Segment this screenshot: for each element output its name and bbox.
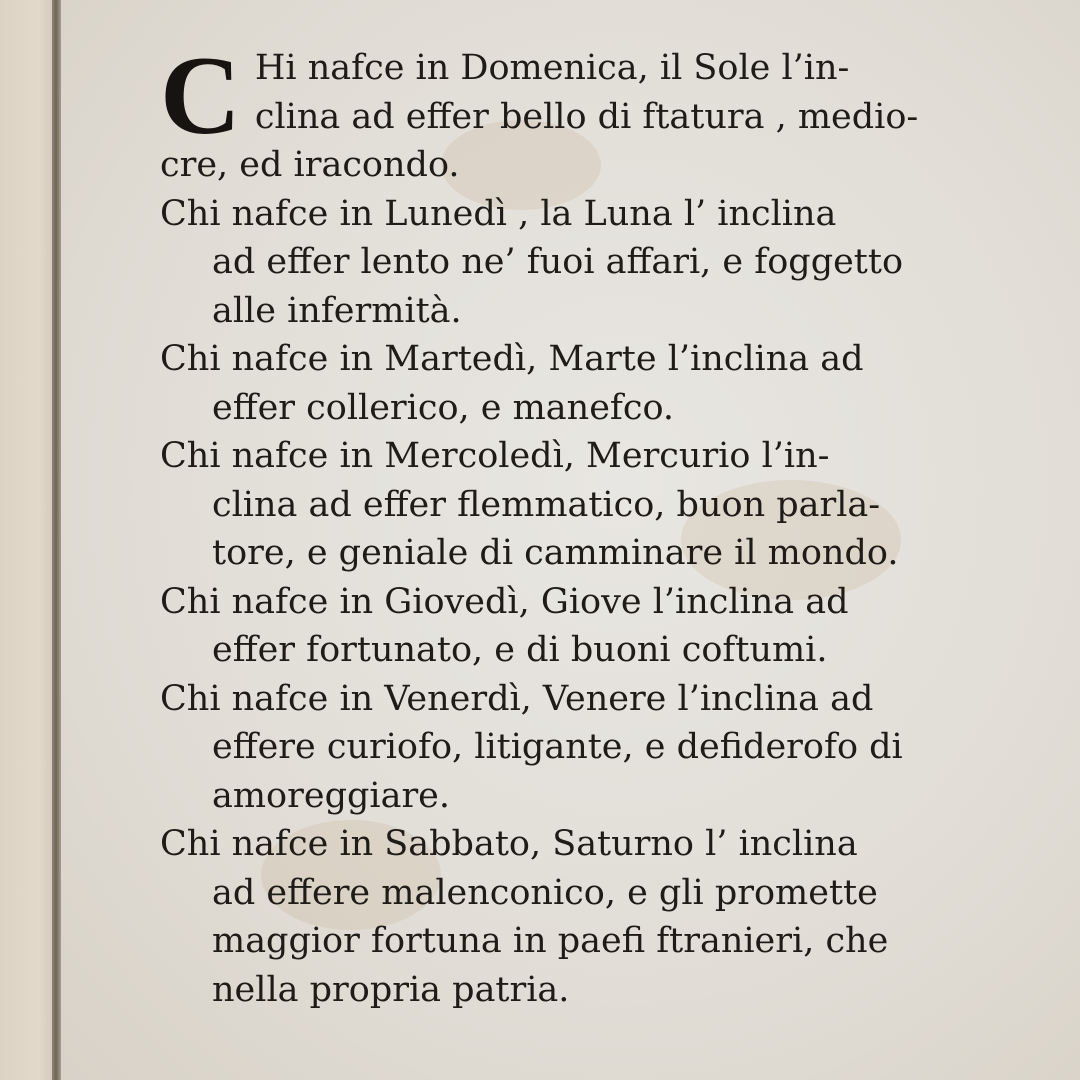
facing-page-edge [0, 0, 56, 1080]
text-line: effer collerico, e manefco. [212, 387, 675, 428]
text-line: Chi nafce in Venerdì, Venere l’inclina ad [160, 678, 874, 719]
book-gutter [52, 0, 61, 1080]
text-line: cre, ed iracondo. [160, 145, 460, 185]
drop-cap: C [160, 34, 241, 158]
entry-lunedi [160, 190, 980, 336]
text-line: maggior fortuna in paefi ftranieri, che [212, 921, 889, 961]
entry-sabbato [160, 820, 980, 1014]
text-line: alle infermità. [212, 290, 462, 331]
text-line: Chi nafce in Giovedì, Giove l’inclina ad [160, 581, 849, 622]
text-line: effere curiofo, litigante, e defiderofo di [212, 727, 903, 767]
entry-martedi [160, 335, 980, 432]
text-line: Chi nafce in Mercoledì, Mercurio l’in- [160, 436, 830, 476]
text-line: Chi nafce in Martedì, Marte l’inclina ad [160, 339, 864, 379]
text-line: clina ad effer flemmatico, buon parla- [212, 484, 881, 525]
entry-domenica [160, 34, 980, 190]
text-line: ad effer lento ne’ fuoi affari, e foggetto [212, 242, 904, 282]
text-line: Chi nafce in Sabbato, Saturno l’ inclina [160, 824, 858, 864]
text-line: Hi nafce in Domenica, il Sole l’in- [254, 48, 850, 88]
entry-venerdi [160, 675, 980, 821]
text-line: tore, e geniale di camminare il mondo. [212, 533, 899, 573]
text-line: amoreggiare. [212, 775, 451, 816]
entry-giovedi [160, 578, 980, 675]
text-line: Chi nafce in Lunedì , la Luna l’ inclina [160, 193, 837, 234]
text-line: effer fortunato, e di buoni coftumi. [212, 630, 828, 670]
entry-mercoledi [160, 432, 980, 578]
text-line: ad effere malenconico, e gli promette [212, 872, 878, 913]
text-line: nella propria patria. [212, 969, 570, 1010]
text-line: clina ad effer bello di ftatura , medio- [254, 96, 919, 137]
page-text [160, 34, 980, 1014]
